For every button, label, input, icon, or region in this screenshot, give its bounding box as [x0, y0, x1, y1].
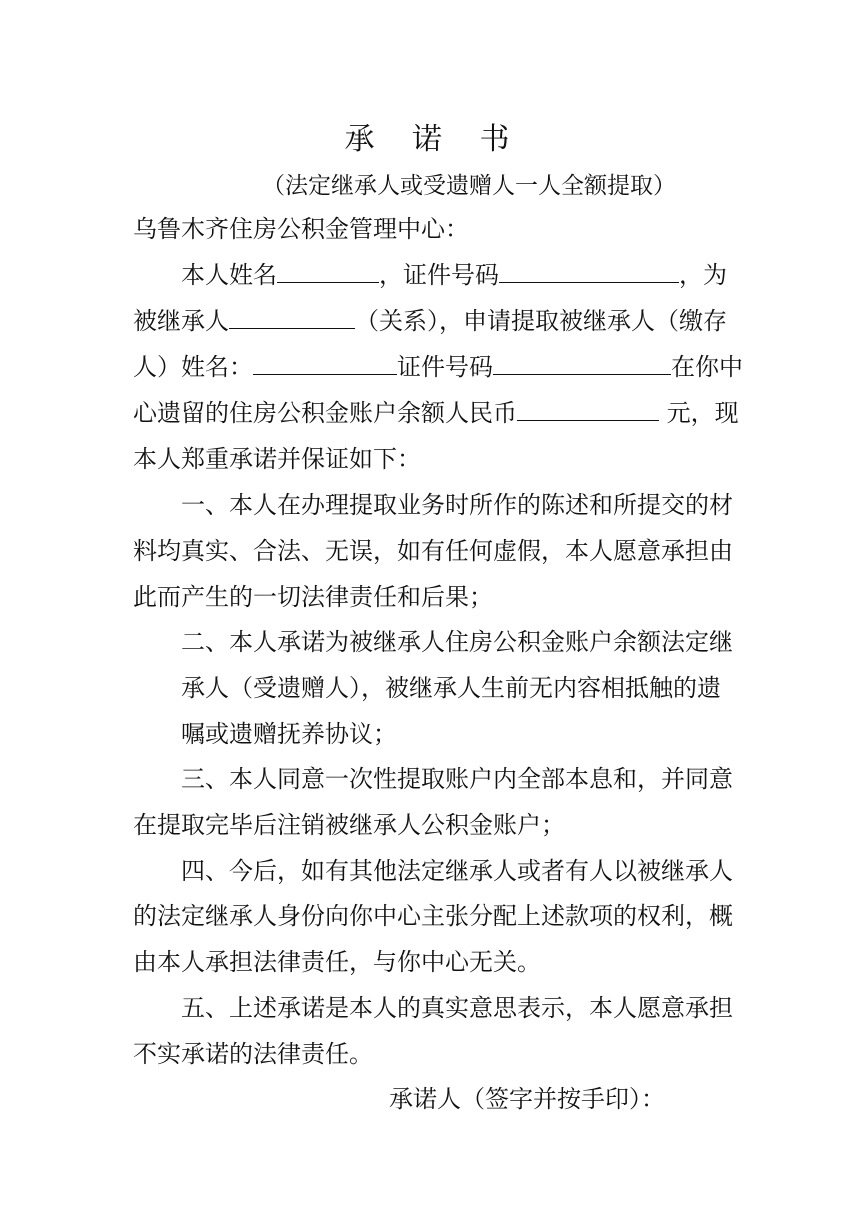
item-four-line-2: 的法定继承人身份向你中心主张分配上述款项的权利，概 [133, 902, 733, 930]
id-number-blank[interactable] [499, 260, 679, 283]
name-blank[interactable] [277, 260, 379, 283]
item-four-line-3: 由本人承担法律责任，与你中心无关。 [133, 948, 541, 976]
addressee: 乌鲁木齐住房公积金管理中心： [133, 215, 469, 243]
document-subtitle: （法定继承人或受遗赠人一人全额提取） [262, 173, 676, 199]
item-one-line-1: 一、本人在办理提取业务时所作的陈述和所提交的材 [181, 491, 733, 519]
item-one-line-2: 料均真实、合法、无误，如有任何虚假，本人愿意承担由 [133, 537, 733, 565]
intro-line-1 [181, 259, 727, 291]
intro-text: ，为 [679, 261, 727, 289]
item-four-line-1: 四、今后，如有其他法定继承人或者有人以被继承人 [181, 857, 733, 885]
item-one-line-3: 此而产生的一切法律责任和后果； [133, 583, 493, 611]
item-two-line-3: 嘱或遗赠抚养协议； [181, 720, 397, 748]
item-three-line-1: 三、本人同意一次性提取账户内全部本息和，并同意 [181, 765, 733, 793]
intro-text: 证件号码 [397, 353, 493, 381]
item-five-line-1: 五、上述承诺是本人的真实意思表示，本人愿意承担 [181, 994, 733, 1022]
intro-text: 人）姓名： [133, 353, 253, 381]
deceased-id-blank[interactable] [493, 352, 671, 375]
intro-text: 被继承人 [133, 307, 229, 335]
item-five-line-2: 不实承诺的法律责任。 [133, 1040, 373, 1068]
deceased-name-blank[interactable] [253, 352, 397, 375]
intro-line-4 [133, 397, 739, 429]
item-three-line-2: 在提取完毕后注销被继承人公积金账户； [133, 811, 565, 839]
intro-line-5: 本人郑重承诺并保证如下： [133, 445, 421, 473]
intro-line-2 [133, 305, 727, 337]
intro-text: （关系），申请提取被继承人（缴存 [355, 307, 727, 335]
intro-line-3 [133, 351, 743, 383]
intro-text: 元，现 [659, 399, 739, 427]
signature-line: 承诺人（签字并按手印）： [389, 1085, 665, 1113]
intro-text: ，证件号码 [379, 261, 499, 289]
relation-blank[interactable] [229, 306, 355, 329]
document-title: 承 诺 书 [344, 122, 524, 157]
item-two-line-1: 二、本人承诺为被继承人住房公积金账户余额法定继 [181, 628, 733, 656]
intro-text: 心遗留的住房公积金账户余额人民币 [133, 399, 517, 427]
amount-blank[interactable] [517, 398, 659, 421]
intro-text: 本人姓名 [181, 261, 277, 289]
intro-text: 在你中 [671, 353, 743, 381]
item-two-line-2: 承人（受遗赠人），被继承人生前无内容相抵触的遗 [181, 674, 721, 702]
